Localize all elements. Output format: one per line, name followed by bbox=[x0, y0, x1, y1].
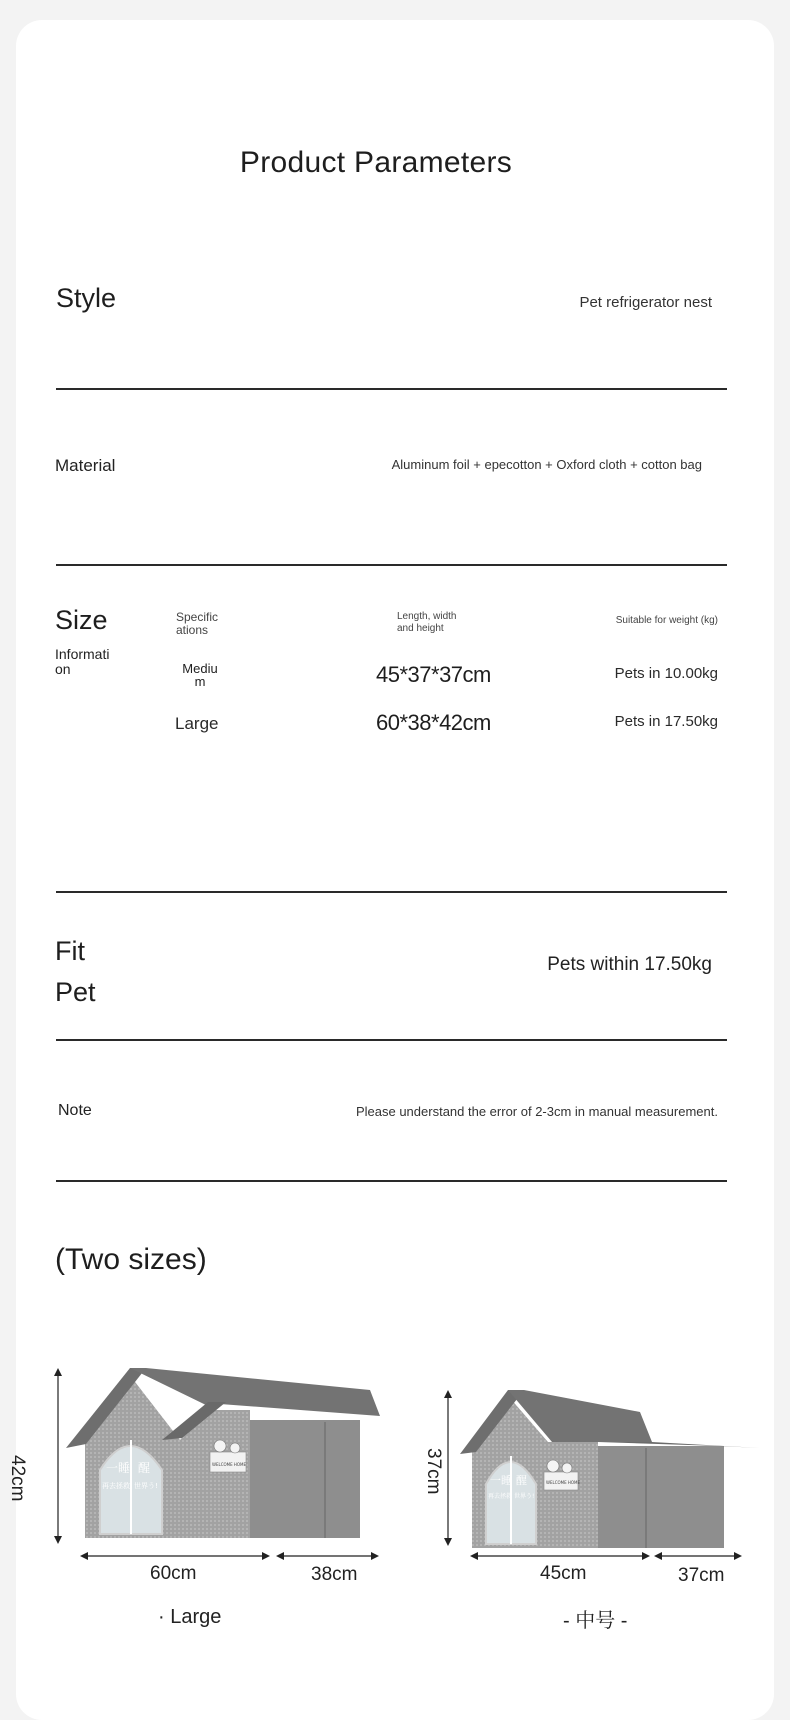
arrow-head bbox=[642, 1552, 650, 1560]
style-value: Pet refrigerator nest bbox=[579, 294, 712, 311]
spec-header-line: ations bbox=[176, 623, 209, 637]
medium-depth-label: 37cm bbox=[678, 1565, 725, 1586]
plate-text: WELCOME HOME bbox=[546, 1480, 581, 1485]
dimensions-header-line: Length, width bbox=[397, 611, 457, 622]
cat-icon bbox=[547, 1460, 559, 1472]
sign-text: 醒 bbox=[516, 1474, 527, 1487]
arrow-head bbox=[444, 1390, 452, 1398]
large-height-label: 42cm bbox=[7, 1455, 28, 1502]
size-info-label-line: Informati bbox=[55, 646, 110, 662]
divider bbox=[56, 388, 727, 390]
fit-pet-label-line: Fit bbox=[55, 936, 85, 966]
arrow-head bbox=[444, 1538, 452, 1546]
large-width-label: 60cm bbox=[150, 1563, 197, 1584]
arrow-head bbox=[371, 1552, 379, 1560]
cat-icon bbox=[562, 1463, 572, 1473]
dimensions-cell: 45*37*37cm bbox=[376, 662, 491, 687]
arrow-head bbox=[262, 1552, 270, 1560]
divider bbox=[56, 1039, 727, 1041]
cat-icon bbox=[214, 1440, 226, 1452]
sign-text: 醒 bbox=[138, 1461, 151, 1475]
note-label: Note bbox=[58, 1102, 92, 1119]
style-label: Style bbox=[56, 283, 117, 313]
sign-text: 世界う! bbox=[514, 1493, 535, 1500]
arrow-head bbox=[470, 1552, 478, 1560]
fit-pet-label-line: Pet bbox=[55, 977, 96, 1007]
spec-header-line: Specific bbox=[176, 610, 219, 624]
arrow-head bbox=[654, 1552, 662, 1560]
sign-text: 一睡 bbox=[490, 1474, 512, 1487]
dimensions-cell: 60*38*42cm bbox=[376, 710, 491, 735]
sign-text: 世界う! bbox=[134, 1482, 158, 1490]
medium-width-label: 45cm bbox=[540, 1563, 587, 1584]
sign-text: 再去拯救 bbox=[488, 1493, 513, 1500]
sign-text: 再去拯救 bbox=[102, 1482, 130, 1490]
two-sizes-heading: (Two sizes) bbox=[55, 1243, 207, 1276]
size-info-label bbox=[55, 647, 109, 677]
size-info-label-line: on bbox=[55, 661, 71, 677]
medium-house-illustration bbox=[420, 1380, 770, 1560]
material-value: Aluminum foil + epecotton + Oxford cloth + cotton bag bbox=[391, 457, 702, 472]
arrow-head bbox=[276, 1552, 284, 1560]
house-side-wall bbox=[250, 1420, 360, 1538]
spec-cell bbox=[182, 662, 218, 688]
house-side-wall bbox=[598, 1446, 724, 1548]
note-value: Please understand the error of 2-3cm in manual measurement. bbox=[355, 1104, 718, 1119]
spec-cell-line: m bbox=[194, 674, 206, 689]
sign-text: 一睡 bbox=[106, 1461, 131, 1475]
arrow-head bbox=[54, 1536, 62, 1544]
divider bbox=[56, 891, 727, 893]
plate-text: WELCOME HOME bbox=[212, 1462, 247, 1467]
medium-caption: - 中号 - bbox=[563, 1610, 628, 1632]
weight-header: Suitable for weight (kg) bbox=[615, 615, 718, 626]
medium-height-label: 37cm bbox=[423, 1448, 444, 1495]
fit-pet-value: Pets within 17.50kg bbox=[547, 954, 712, 975]
spec-cell: Large bbox=[175, 714, 219, 733]
roof-top bbox=[130, 1368, 380, 1416]
fit-pet-label bbox=[55, 931, 96, 1013]
arrow-head bbox=[54, 1368, 62, 1376]
arrow-head bbox=[80, 1552, 88, 1560]
weight-cell: Pets in 17.50kg bbox=[614, 713, 718, 730]
size-label: Size bbox=[55, 605, 108, 635]
dimensions-header-line: and height bbox=[397, 623, 444, 634]
divider bbox=[56, 1180, 727, 1182]
cat-icon bbox=[230, 1443, 240, 1453]
large-house-illustration bbox=[30, 1360, 400, 1560]
divider bbox=[56, 564, 727, 566]
spec-header bbox=[176, 611, 218, 637]
dimensions-header bbox=[397, 611, 457, 635]
arrow-head bbox=[734, 1552, 742, 1560]
large-caption: · Large bbox=[158, 1606, 222, 1628]
large-depth-label: 38cm bbox=[311, 1564, 358, 1585]
page-title: Product Parameters bbox=[239, 146, 513, 179]
material-label: Material bbox=[55, 456, 116, 475]
spec-cell-line: Mediu bbox=[182, 661, 218, 676]
weight-cell: Pets in 10.00kg bbox=[614, 665, 718, 682]
